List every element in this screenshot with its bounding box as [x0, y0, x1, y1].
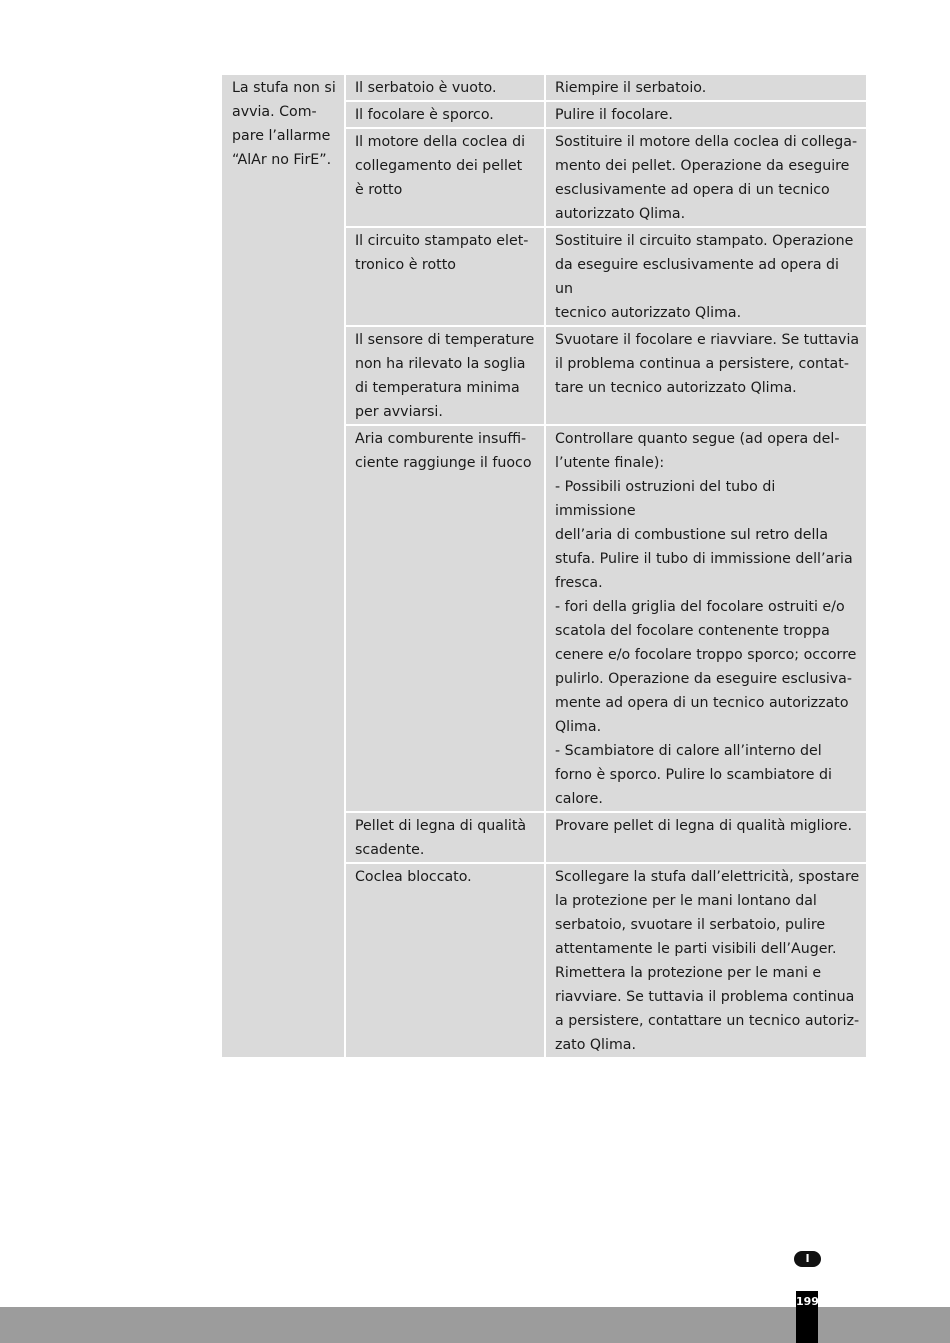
cause-cell: [345, 101, 545, 128]
cause-cell: [345, 326, 545, 425]
solution-cell: [545, 101, 867, 128]
cause-text: Coclea bloccato.: [355, 869, 472, 885]
cause-text: Il focolare è sporco.: [355, 107, 494, 123]
cause-text: Il motore della coclea di collegamento dei pellet è rotto: [355, 134, 526, 198]
cause-text: Aria comburente insuffi- ciente raggiunge il fuoco: [355, 431, 532, 471]
cause-text: Il circuito stampato elet- tronico è rotto: [355, 233, 529, 273]
problem-cell: [221, 74, 345, 1058]
cause-cell: [345, 425, 545, 812]
language-badge: I: [794, 1251, 821, 1267]
solution-cell: [545, 128, 867, 227]
problem-text: La stufa non si avvia. Com- pare l’allarme “AlAr no FirE”.: [232, 80, 336, 168]
solution-text: Svuotare il focolare e riavviare. Se tuttavia il problema continua a persistere, contat- tare un tecnico autorizzato Qlima.: [555, 332, 860, 396]
solution-text: Sostituire il motore della coclea di collega- mento dei pellet. Operazione da eseguire esclusivamente ad opera di un tecnico autorizzato Qlima.: [555, 134, 858, 222]
page-number: 199: [796, 1291, 818, 1343]
cause-cell: [345, 812, 545, 863]
solution-text: Provare pellet di legna di qualità migliore.: [555, 818, 852, 834]
solution-text: Sostituire il circuito stampato. Operazione da eseguire esclusivamente ad opera di un tecnico autorizzato Qlima.: [555, 233, 854, 321]
solution-cell: [545, 425, 867, 812]
cause-text: Il serbatoio è vuoto.: [355, 80, 497, 96]
cause-text: Il sensore di temperature non ha rilevato la soglia di temperatura minima per avviarsi.: [355, 332, 535, 420]
table-row: [221, 74, 867, 101]
solution-text: Scollegare la stufa dall’elettricità, spostare la protezione per le mani lontano dal serbatoio, svuotare il serbatoio, pulire attentamente le parti visibili dell’Auger. Rimettera la protezione per le mani e riavviare. Se tuttavia il problema continua a persistere, contattare un tecnico autoriz- zato Qlima.: [555, 869, 860, 1053]
troubleshooting-table: [220, 73, 868, 1059]
cause-cell: [345, 74, 545, 101]
solution-cell: [545, 812, 867, 863]
solution-cell: [545, 227, 867, 326]
solution-cell: [545, 863, 867, 1058]
cause-cell: [345, 863, 545, 1058]
cause-cell: [345, 128, 545, 227]
solution-text: Pulire il focolare.: [555, 107, 673, 123]
cause-text: Pellet di legna di qualità scadente.: [355, 818, 527, 858]
cause-cell: [345, 227, 545, 326]
solution-text: Riempire il serbatoio.: [555, 80, 707, 96]
solution-cell: [545, 326, 867, 425]
solution-text: Controllare quanto segue (ad opera del- l’utente finale): - Possibili ostruzioni del tubo di immissione dell’aria di combustione sul retro della stufa. Pulire il tubo di immissione dell’aria fresca. - fori della griglia del focolare ostruiti e/o scatola del focolare contenente troppa cenere e/o focolare troppo sporco; occorre pulirlo. Operazione da eseguire esclusiva- mente ad opera di un tecnico autorizzato Qlima. - Scambiatore di calore all’interno del forno è sporco. Pulire lo scambiatore di calore.: [555, 431, 857, 807]
solution-cell: [545, 74, 867, 101]
